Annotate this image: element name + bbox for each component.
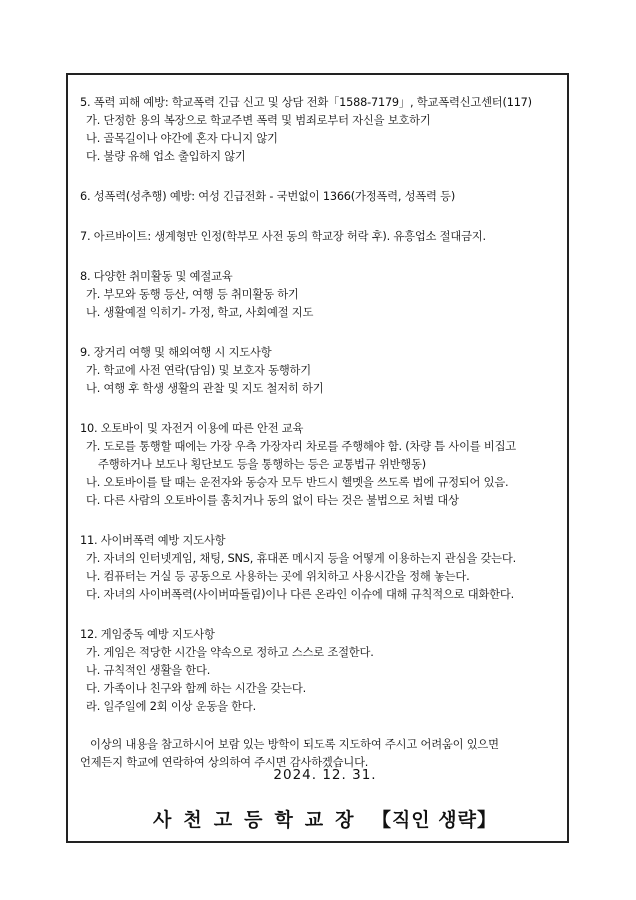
list-item: 다. 다른 사람의 오토바이를 훔치거나 동의 없이 타는 것은 불법으로 처벌 대상	[86, 494, 459, 507]
section-title: 8. 다양한 취미활동 및 예절교육	[80, 270, 233, 283]
document-body	[80, 94, 570, 831]
list-item: 가. 부모와 동행 등산, 여행 등 취미활동 하기	[86, 288, 299, 301]
list-item: 다. 자녀의 사이버폭력(사이버따돌림)이나 다른 온라인 이슈에 대해 규칙적으로 대화한다.	[86, 588, 514, 601]
section-bike-safety	[80, 420, 570, 510]
closing-line: 언제든지 학교에 연락하여 상의하여 주시면 감사하겠습니다.	[80, 756, 369, 769]
list-item: 가. 학교에 사전 연락(담임) 및 보호자 동행하기	[86, 364, 311, 377]
list-item: 다. 불량 유해 업소 출입하지 않기	[86, 150, 246, 163]
section-cyber-violence	[80, 532, 570, 604]
section-travel-guidance	[80, 344, 570, 398]
closing-line: 이상의 내용을 참고하시어 보람 있는 방학이 되도록 지도하여 주시고 어려움이 있으면	[90, 738, 499, 751]
section-title: 7. 아르바이트: 생계형만 인정(학부모 사전 동의 학교장 허락 후). 유흥업소 절대금지.	[80, 230, 486, 243]
document-date: 2024. 12. 31.	[273, 767, 377, 783]
list-item: 나. 여행 후 학생 생활의 관찰 및 지도 철저히 하기	[86, 382, 324, 395]
list-item-continuation: 주행하거나 보도나 횡단보도 등을 통행하는 등은 교통법규 위반행동)	[98, 458, 426, 471]
list-item: 나. 생활예절 익히기- 가정, 학교, 사회예절 지도	[86, 306, 314, 319]
section-title: 9. 장거리 여행 및 해외여행 시 지도사항	[80, 346, 272, 359]
list-item: 가. 도로를 통행할 때에는 가장 우측 가장자리 차로를 주행해야 함. (차량 틈 사이를 비집고	[86, 440, 517, 453]
list-item: 나. 골목길이나 야간에 혼자 다니지 않기	[86, 132, 278, 145]
list-item: 가. 자녀의 인터넷게임, 채팅, SNS, 휴대폰 메시지 등을 어떻게 이용하는지 관심을 갖는다.	[86, 552, 516, 565]
list-item: 나. 컴퓨터는 거실 등 공동으로 사용하는 곳에 위치하고 사용시간을 정해 놓는다.	[86, 570, 470, 583]
section-part-time-job	[80, 228, 570, 246]
section-title: 10. 오토바이 및 자전거 이용에 따른 안전 교육	[80, 422, 304, 435]
section-title: 5. 폭력 피해 예방: 학교폭력 긴급 신고 및 상담 전화「1588-7179」, 학교폭력신고센터(117)	[80, 96, 532, 109]
section-hobbies-etiquette	[80, 268, 570, 322]
list-item: 다. 가족이나 친구와 함께 하는 시간을 갖는다.	[86, 682, 306, 695]
list-item: 가. 게임은 적당한 시간을 약속으로 정하고 스스로 조절한다.	[86, 646, 374, 659]
list-item: 나. 규칙적인 생활을 한다.	[86, 664, 211, 677]
list-item: 가. 단정한 용의 복장으로 학교주변 폭력 및 범죄로부터 자신을 보호하기	[86, 114, 431, 127]
section-title: 12. 게임중독 예방 지도사항	[80, 628, 215, 641]
section-violence-prevention	[80, 94, 570, 166]
section-game-addiction	[80, 626, 570, 716]
section-sexual-violence-prevention	[80, 188, 570, 206]
list-item: 라. 일주일에 2회 이상 운동을 한다.	[86, 700, 256, 713]
seal-omitted-note: 【직인 생략】	[371, 809, 497, 831]
list-item: 나. 오토바이를 탈 때는 운전자와 동승자 모두 반드시 헬멧을 쓰도록 법에 규정되어 있음.	[86, 476, 509, 489]
signature-block	[80, 805, 570, 832]
section-title: 11. 사이버폭력 예방 지도사항	[80, 534, 226, 547]
school-principal-name: 사천고등학교장	[153, 809, 366, 831]
section-title: 6. 성폭력(성추행) 예방: 여성 긴급전화 - 국번없이 1366(가정폭력, 성폭력 등)	[80, 190, 456, 203]
